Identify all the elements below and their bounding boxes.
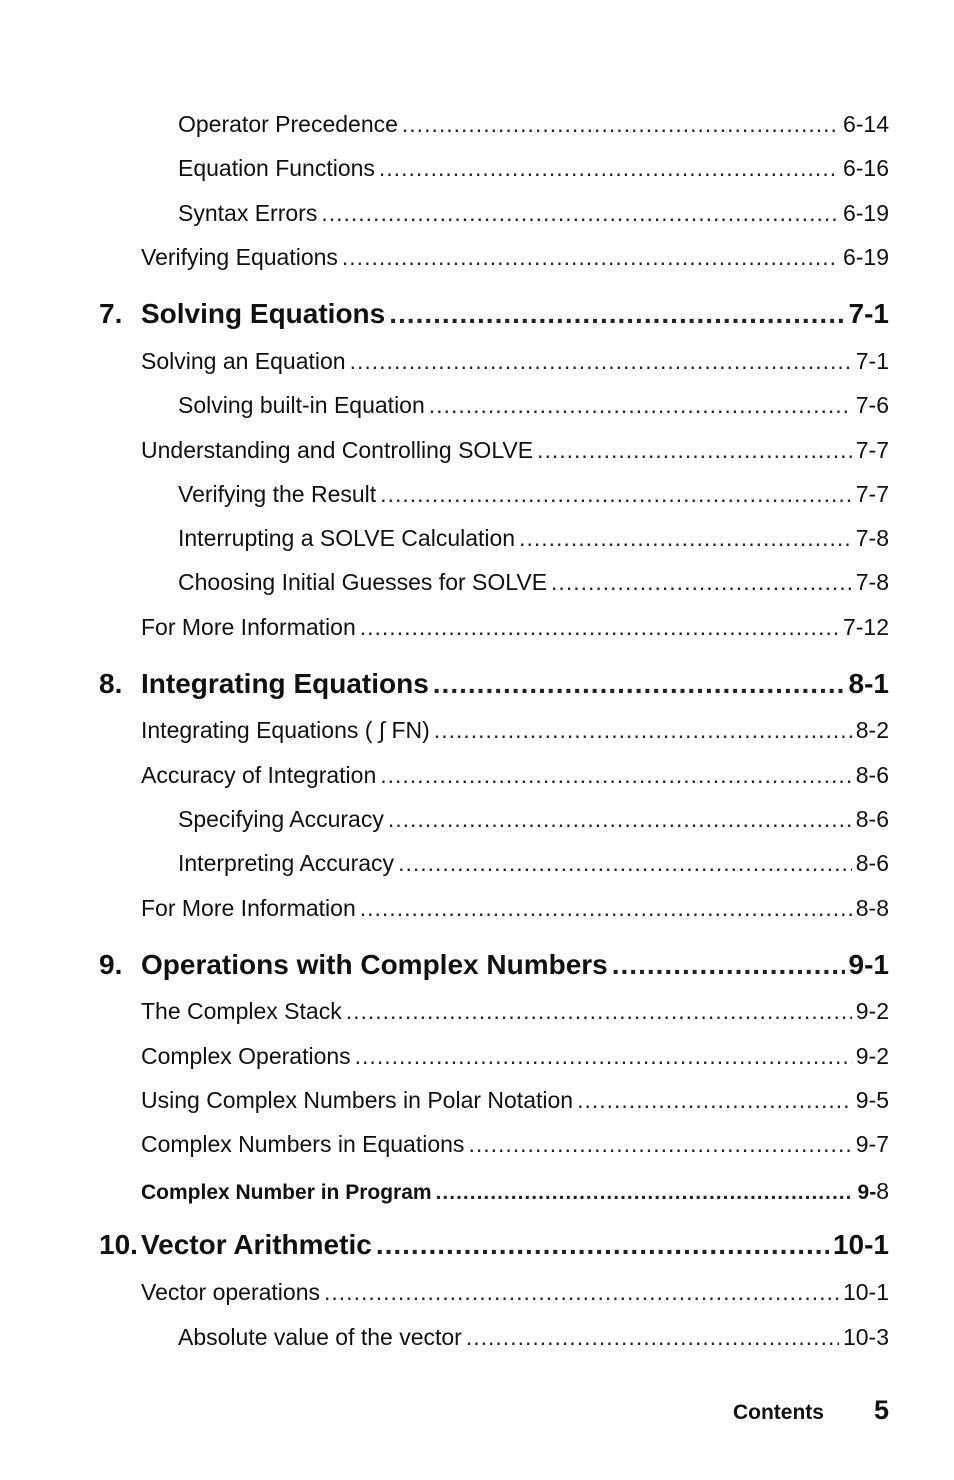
toc-entry[interactable] bbox=[141, 895, 889, 922]
toc-entry-title: Vector operations bbox=[141, 1279, 321, 1305]
dot-leader bbox=[551, 569, 852, 596]
toc-entry[interactable] bbox=[141, 717, 889, 744]
toc-chapter[interactable] bbox=[99, 949, 889, 981]
toc-entry-page: 7-7 bbox=[855, 481, 889, 507]
toc-entry-title: Solving built-in Equation bbox=[178, 392, 425, 418]
toc-entry[interactable] bbox=[141, 762, 889, 789]
chapter-title-text: Operations with Complex Numbers bbox=[141, 949, 608, 980]
dot-leader bbox=[324, 1279, 839, 1306]
toc-chapter-title bbox=[99, 668, 429, 700]
toc-entry-page: 7-1 bbox=[855, 348, 889, 374]
dot-leader bbox=[360, 614, 839, 641]
dot-leader bbox=[379, 155, 839, 182]
toc-entry[interactable] bbox=[141, 998, 889, 1025]
toc-entry[interactable] bbox=[178, 1324, 889, 1351]
toc-entry-page: 7-6 bbox=[855, 392, 889, 418]
toc-entry-page: 9-7 bbox=[855, 1131, 889, 1157]
toc-entry[interactable] bbox=[141, 244, 889, 271]
toc-entry-title: Choosing Initial Guesses for SOLVE bbox=[178, 569, 548, 595]
dot-leader bbox=[537, 437, 852, 464]
toc-entry[interactable] bbox=[141, 437, 889, 464]
dot-leader bbox=[380, 762, 852, 789]
toc-entry-page: 8-8 bbox=[855, 895, 889, 921]
toc-entry-title: Equation Functions bbox=[178, 155, 375, 181]
toc-entry-page: 7-12 bbox=[842, 614, 889, 640]
toc-entry-title: Using Complex Numbers in Polar Notation bbox=[141, 1087, 574, 1113]
chapter-number: 7. bbox=[99, 298, 123, 329]
toc-entry-title: Accuracy of Integration bbox=[141, 762, 377, 788]
toc-entry-title: Verifying Equations bbox=[141, 244, 338, 270]
toc-entry-title: Integrating Equations ( ∫ FN) bbox=[141, 717, 430, 743]
dot-leader bbox=[468, 1131, 851, 1158]
toc-entry-title: Specifying Accuracy bbox=[178, 806, 384, 832]
toc-entry[interactable] bbox=[178, 806, 889, 833]
chapter-title-text: Integrating Equations bbox=[141, 668, 429, 699]
toc-entry-title: Operator Precedence bbox=[178, 111, 398, 137]
toc-entry-page: 8-6 bbox=[855, 806, 889, 832]
dot-leader bbox=[429, 392, 852, 419]
footer-section-label: Contents bbox=[732, 1401, 824, 1424]
toc-entry-title: Absolute value of the vector bbox=[178, 1324, 462, 1350]
toc-chapter-page: 7-1 bbox=[848, 298, 889, 329]
toc-entry-page: 7-8 bbox=[855, 525, 889, 551]
toc-entry-page: 10-1 bbox=[842, 1279, 889, 1305]
dot-leader bbox=[350, 348, 852, 375]
toc-entry[interactable] bbox=[178, 155, 889, 182]
dot-leader bbox=[433, 668, 845, 700]
toc-entry[interactable] bbox=[178, 392, 889, 419]
toc-entry-page: 6-19 bbox=[842, 244, 889, 270]
chapter-title-text: Solving Equations bbox=[141, 298, 386, 329]
toc-entry-page: 7-8 bbox=[855, 569, 889, 595]
toc-chapter[interactable] bbox=[99, 298, 889, 330]
dot-leader bbox=[577, 1087, 852, 1114]
dot-leader bbox=[466, 1324, 839, 1351]
toc-chapter-page: 8-1 bbox=[848, 668, 889, 699]
toc-chapter-title bbox=[99, 949, 608, 981]
chapter-title-text: Vector Arithmetic bbox=[141, 1229, 372, 1260]
chapter-number: 9. bbox=[99, 949, 123, 980]
toc-chapter-page: 10-1 bbox=[832, 1229, 889, 1260]
toc-entry[interactable] bbox=[141, 1279, 889, 1306]
toc-entry-title: Solving an Equation bbox=[141, 348, 346, 374]
chapter-number: 8. bbox=[99, 668, 123, 699]
toc-entry[interactable] bbox=[141, 1178, 889, 1205]
toc-entry[interactable] bbox=[178, 200, 889, 227]
toc-entry-title: Syntax Errors bbox=[178, 200, 318, 226]
toc-entry[interactable] bbox=[178, 569, 889, 596]
toc-entry-page: 6-19 bbox=[842, 200, 889, 226]
toc-entry-title: Verifying the Result bbox=[178, 481, 377, 507]
dot-leader bbox=[519, 525, 852, 552]
dot-leader bbox=[321, 200, 839, 227]
toc-entry-page: 7-7 bbox=[855, 437, 889, 463]
dot-leader bbox=[376, 1229, 829, 1261]
toc-entry-title: Interrupting a SOLVE Calculation bbox=[178, 525, 516, 551]
dot-leader bbox=[355, 1043, 852, 1070]
dot-leader bbox=[388, 806, 852, 833]
page-normal-part: 8 bbox=[876, 1178, 889, 1204]
toc-entry-page: 8-2 bbox=[855, 717, 889, 743]
toc-chapter[interactable] bbox=[99, 668, 889, 700]
toc-entry-page: 6-14 bbox=[842, 111, 889, 137]
toc-chapter-title bbox=[99, 298, 385, 330]
toc-entry[interactable] bbox=[141, 1131, 889, 1158]
toc-entry-title: The Complex Stack bbox=[141, 998, 342, 1024]
toc-entry-title: Complex Numbers in Equations bbox=[141, 1131, 465, 1157]
toc-entry[interactable] bbox=[141, 614, 889, 641]
toc-entry-page: 8-6 bbox=[855, 850, 889, 876]
dot-leader bbox=[360, 895, 852, 922]
toc-entry[interactable] bbox=[178, 850, 889, 877]
page-footer bbox=[733, 1395, 889, 1426]
toc-entry-page: 8-6 bbox=[855, 762, 889, 788]
toc-entry-title: Understanding and Controlling SOLVE bbox=[141, 437, 534, 463]
toc-entry-title: For More Information bbox=[141, 614, 356, 640]
dot-leader bbox=[342, 244, 839, 271]
toc-entry-page: 9-2 bbox=[855, 1043, 889, 1069]
toc-entry[interactable] bbox=[141, 1043, 889, 1070]
toc-entry-page bbox=[858, 1178, 889, 1205]
toc-chapter[interactable] bbox=[99, 1229, 889, 1261]
dot-leader bbox=[380, 481, 852, 508]
dot-leader bbox=[434, 717, 852, 744]
toc-entry-page: 6-16 bbox=[842, 155, 889, 181]
dot-leader bbox=[389, 298, 844, 330]
toc-entry[interactable] bbox=[141, 1087, 889, 1114]
dot-leader bbox=[398, 850, 852, 877]
dot-leader bbox=[346, 998, 852, 1025]
toc-entry-title: Interpreting Accuracy bbox=[178, 850, 395, 876]
toc-entry-page: 10-3 bbox=[842, 1324, 889, 1350]
toc-chapter-title bbox=[99, 1229, 372, 1261]
dot-leader bbox=[402, 111, 839, 138]
footer-page-number: 5 bbox=[873, 1395, 889, 1425]
toc-entry-title: For More Information bbox=[141, 895, 356, 921]
toc-entry[interactable] bbox=[141, 348, 889, 375]
toc-entry-title: Complex Number in Program bbox=[141, 1181, 432, 1204]
toc-entry[interactable] bbox=[178, 111, 889, 138]
chapter-number: 10. bbox=[99, 1229, 138, 1260]
toc-chapter-page: 9-1 bbox=[848, 949, 889, 980]
toc-entry-page: 9-2 bbox=[855, 998, 889, 1024]
page-bold-part: 9- bbox=[857, 1181, 877, 1204]
toc-entry[interactable] bbox=[178, 525, 889, 552]
dot-leader bbox=[612, 949, 845, 981]
toc-entry-page: 9-5 bbox=[855, 1087, 889, 1113]
toc-entry[interactable] bbox=[178, 481, 889, 508]
dot-leader bbox=[436, 1181, 854, 1205]
toc-entry-title: Complex Operations bbox=[141, 1043, 351, 1069]
